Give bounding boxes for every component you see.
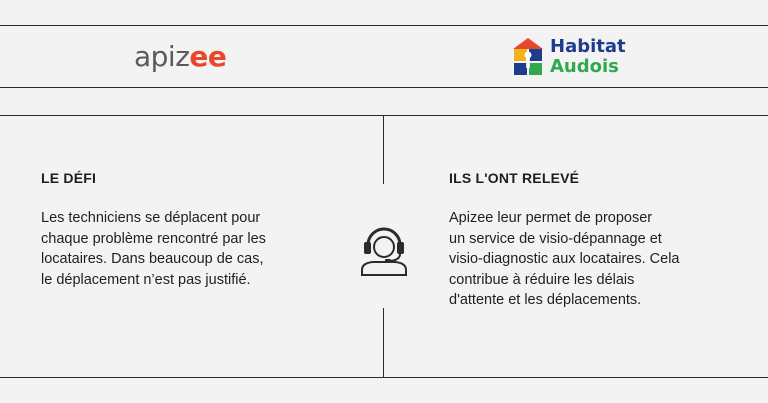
- habitat-logo-line2: Audois: [550, 56, 619, 77]
- solution-text: [449, 208, 680, 311]
- habitat-audois-logo: [512, 35, 642, 79]
- apizee-logo: [134, 36, 252, 76]
- content-top-line: [0, 115, 768, 116]
- apizee-logo-text: apizee: [134, 39, 227, 73]
- divider-upper: [383, 116, 384, 184]
- house-icon: [512, 37, 544, 77]
- solution-line: Apizee leur permet de proposer: [449, 210, 653, 226]
- content-bottom-line: [0, 377, 768, 378]
- solution-line: un service de visio-dépannage et: [449, 230, 662, 247]
- logo-row-bottom-line: [0, 87, 768, 88]
- solution-title: ILS L'ONT RELEVÉ: [449, 170, 580, 186]
- challenge-line: chaque problème rencontré par les: [41, 230, 266, 247]
- challenge-line: Les techniciens se déplacent pour: [41, 210, 261, 226]
- solution-line: d'attente et les déplacements.: [449, 292, 642, 308]
- challenge-line: le déplacement n’est pas justifié.: [41, 271, 251, 288]
- top-border-line: [0, 25, 768, 26]
- challenge-text: [41, 208, 266, 290]
- divider-lower: [383, 308, 384, 377]
- solution-line: visio-diagnostic aux locataires. Cela: [449, 251, 680, 267]
- headset-support-agent-icon: [358, 218, 410, 276]
- challenge-title: LE DÉFI: [41, 170, 97, 186]
- challenge-line: locataires. Dans beaucoup de cas,: [41, 251, 264, 267]
- habitat-logo-line1: Habitat: [550, 36, 626, 57]
- solution-line: contribue à réduire les délais: [449, 271, 635, 288]
